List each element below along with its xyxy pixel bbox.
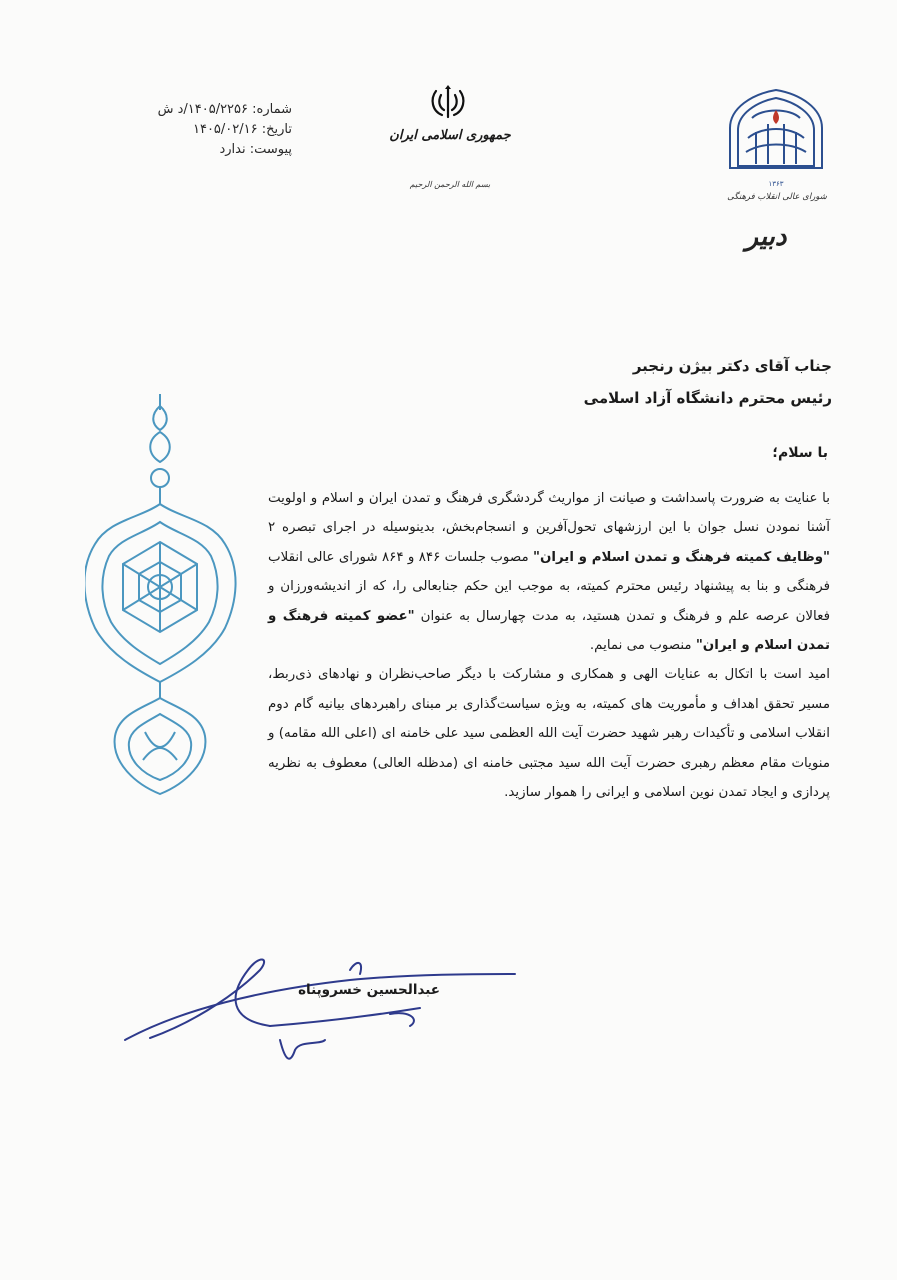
recipient-title: رئیس محترم دانشگاه آزاد اسلامی [583, 389, 832, 407]
council-name: شورای عالی انقلاب فرهنگی [727, 192, 827, 202]
body-paragraph-1 [268, 484, 830, 660]
committee-member-title: "عضو کمیته فرهنگ و تمدن اسلام و ایران" [268, 608, 830, 654]
council-logo-icon [722, 88, 830, 200]
iran-emblem-icon [428, 85, 468, 121]
decorative-ornament-icon [85, 392, 245, 802]
body-text: با عنایت به ضرورت پاسداشت و صیانت از مواریث گردشگری فرهنگ و تمدن ایران و اسلام و اولویت آشنا نمودن نسل جوان با این ارزشهای تحول‌آفرین و انسجام‌بخش، بدینوسیله در اجرای تبصره ۲ [268, 491, 830, 536]
recipient-block [440, 350, 832, 414]
secretary-title: دبیر [745, 222, 787, 252]
body-paragraph-2: امید است با اتکال به عنایات الهی و همکاری و مشارکت با دیگر صاحب‌نظران و نهادهای ذی‌ربط، مسیر تحقق اهداف و مأموریت های کمیته، به ویژه سیاست‌گذاری بر مبنای راهبردهای بیانیه گام دوم انقلاب اسلامی و تأکیدات رهبر شهید حضرت آیت الله العظمی سید علی خامنه ای (اعلی الله مقامه) و منویات مقام معظم رهبری حضرت آیت الله سید مجتبی خامنه ای (مدظله العالی) معطوف به نظریه پردازی و ایجاد تمدن نوین اسلامی و ایرانی را هموار سازید. [268, 667, 830, 801]
greeting: با سلام؛ [772, 445, 828, 461]
signatory-name: عبدالحسین خسروپناه [298, 982, 440, 998]
bismillah: بسم الله الرحمن الرحیم [409, 180, 491, 189]
body-text: مصوب جلسات ۸۴۶ و ۸۶۴ شورای عالی انقلاب فرهنگی و بنا به پیشنهاد رئیس محترم کمیته، به موجب این حکم جنابعالی را، که از اندیشه‌ورزان و فعالان عرصه علم و فرهنگ و تمدن هستید، به مدت چهارسال به عنوان [268, 549, 830, 624]
letter-attachment: پیوست: ندارد [219, 142, 292, 157]
country-name: جمهوری اسلامی ایران [389, 128, 511, 143]
body-text: منصوب می نمایم. [589, 638, 696, 654]
letter-number: شماره: ۱۴۰۵/۲۲۵۶/د ش [157, 102, 292, 117]
handwritten-signature [120, 950, 520, 1080]
letter-body [268, 484, 830, 807]
svg-text:۱۳۶۳: ۱۳۶۳ [768, 180, 784, 188]
committee-duties-title: "وظایف کمیته فرهنگ و تمدن اسلام و ایران" [532, 549, 830, 565]
recipient-name: جناب آقای دکتر بیژن رنجبر [632, 357, 832, 375]
letter-meta [92, 100, 292, 160]
letter-date: تاریخ: ۱۴۰۵/۰۲/۱۶ [192, 122, 292, 137]
